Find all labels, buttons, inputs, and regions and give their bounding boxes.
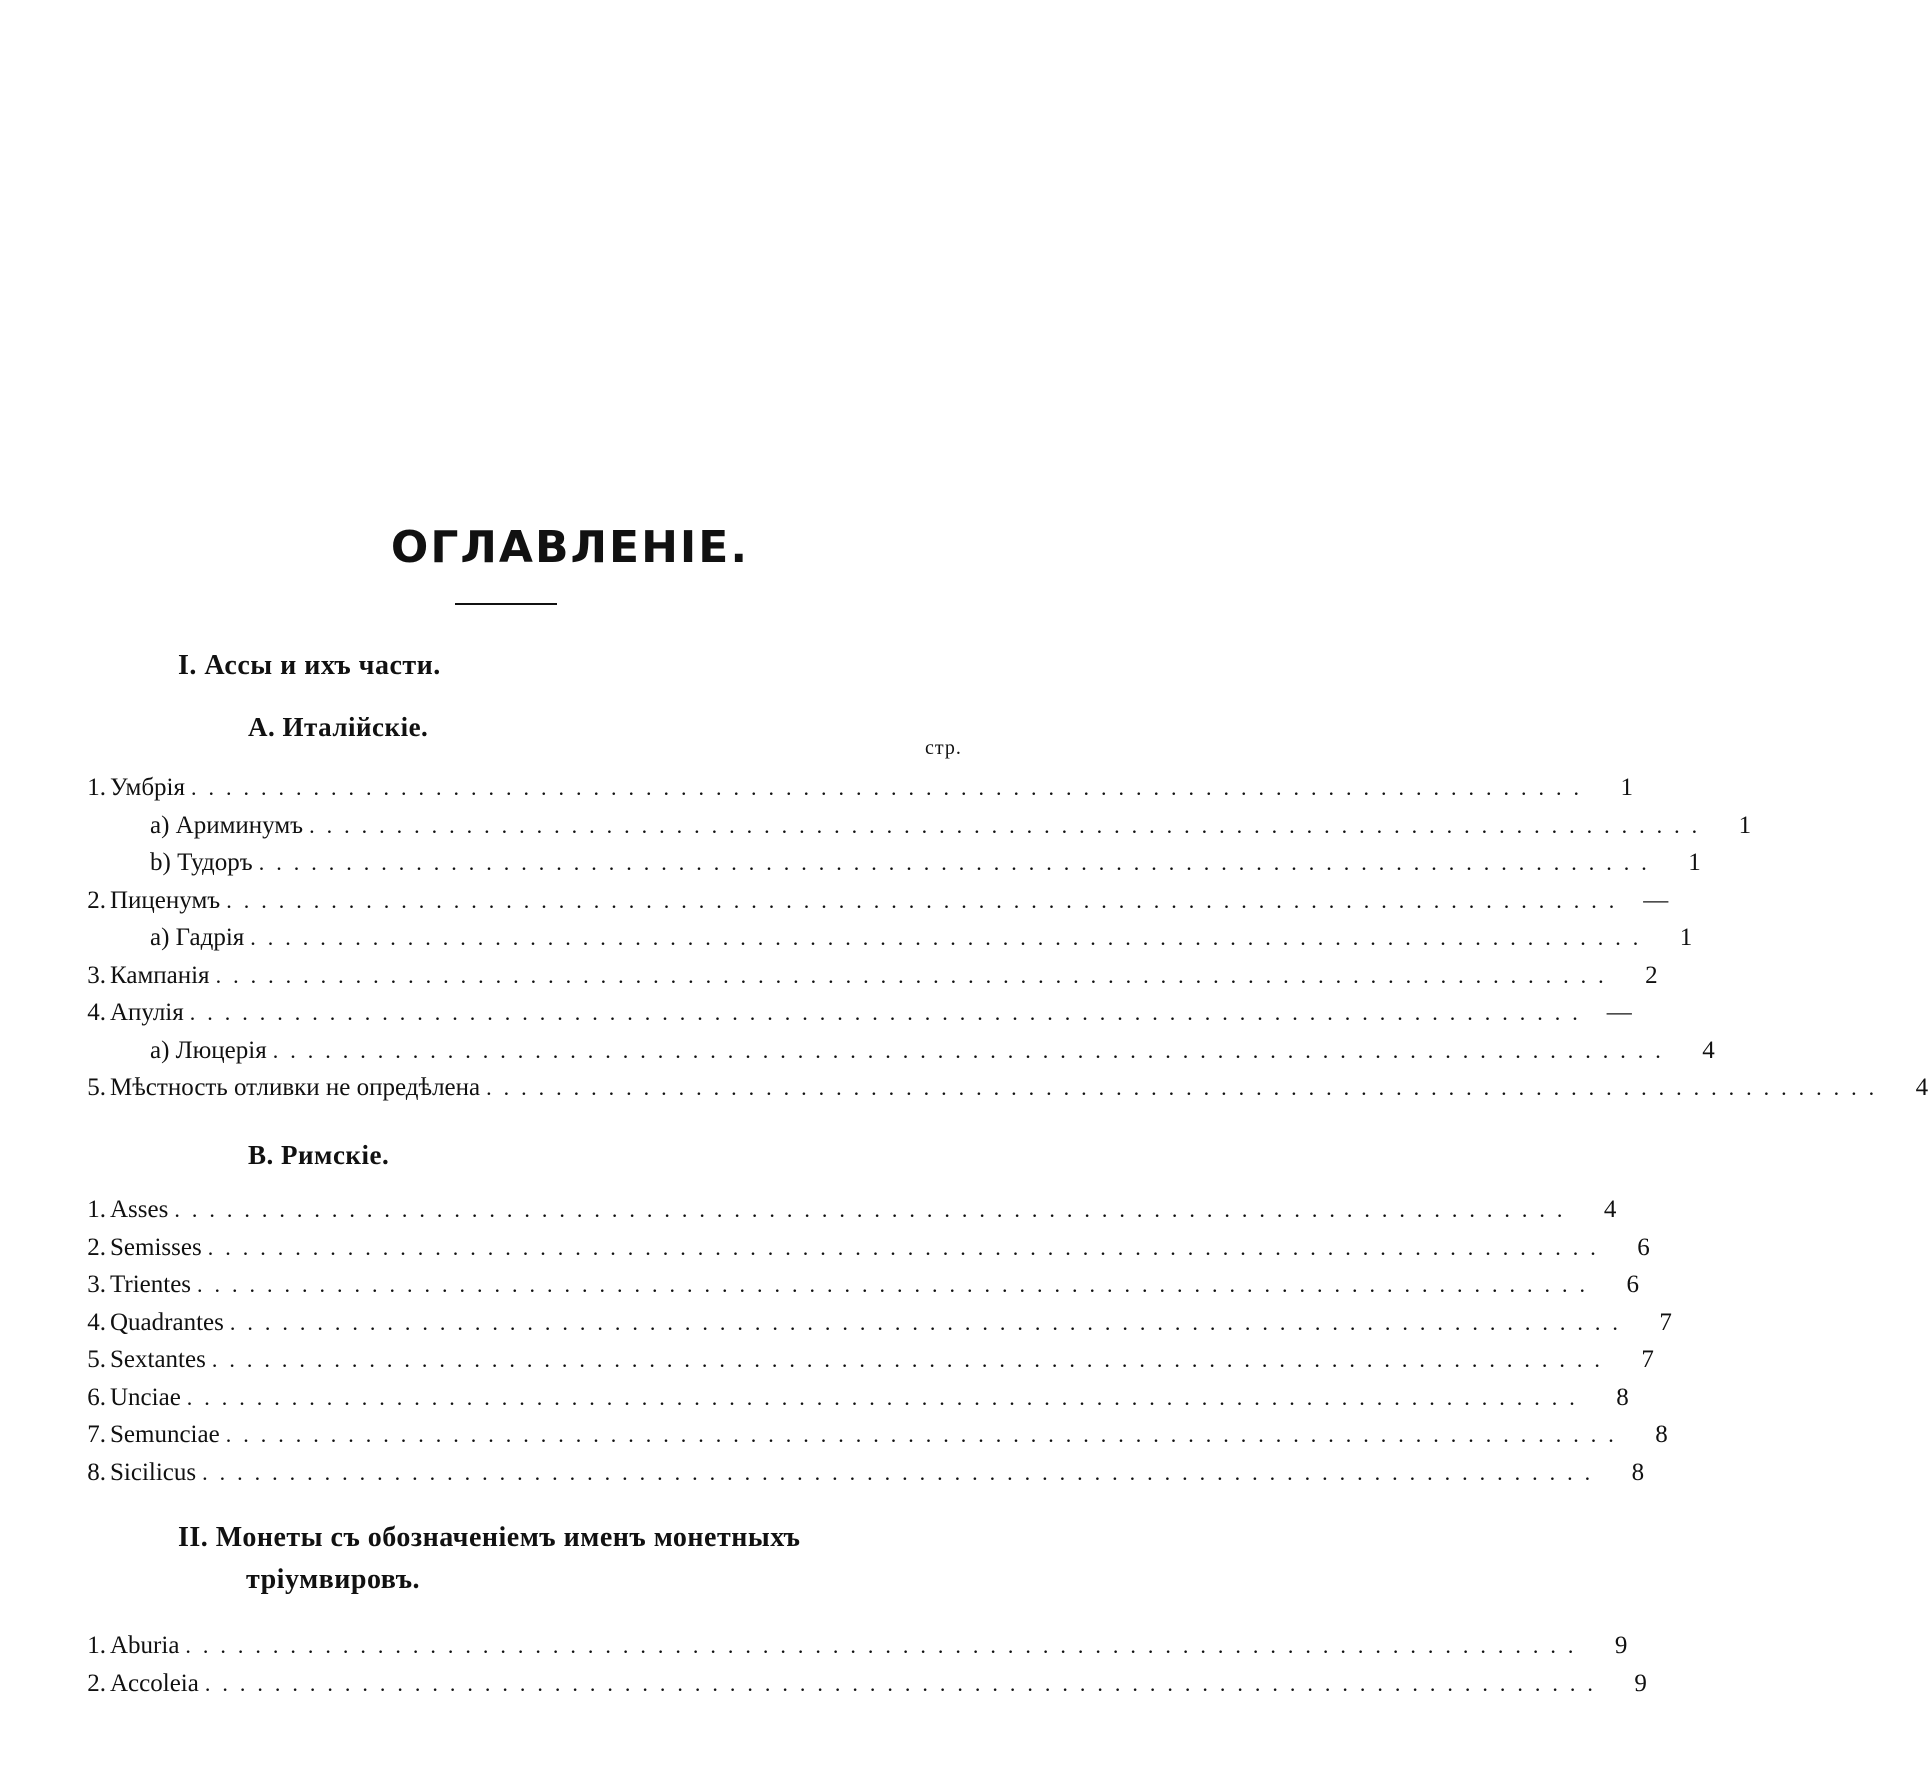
toc-entry xyxy=(70,847,1701,879)
entry-page-number: 1 xyxy=(1738,811,1752,839)
dot-leader: ................................................................................ xyxy=(215,962,1616,988)
entry-page-number: 6 xyxy=(1637,1233,1650,1261)
toc-entry xyxy=(70,997,1632,1029)
dot-leader: ................................................................................ xyxy=(189,1000,1590,1025)
entry-number: 6. xyxy=(87,1383,106,1411)
entry-label: Accoleia xyxy=(106,1668,205,1700)
dot-leader: ................................................................................ xyxy=(229,1309,1630,1335)
dot-leader: ................................................................................ xyxy=(211,1347,1612,1372)
entry-label: a) Люцерія xyxy=(146,1035,273,1067)
toc-entry xyxy=(70,885,1669,917)
entry-label: b) Тудоръ xyxy=(146,847,259,879)
entry-label: Semunciae xyxy=(106,1419,226,1451)
entry-label: Умбрія xyxy=(106,772,191,804)
dot-leader: ................................................................................ xyxy=(258,850,1659,875)
dot-leader: ................................................................................ xyxy=(185,1633,1586,1658)
part-2-heading-line2: тріумвировъ. xyxy=(246,1564,421,1595)
toc-entry xyxy=(70,1668,1647,1700)
entry-label: Trientes xyxy=(106,1269,197,1301)
entry-number: 1. xyxy=(87,774,106,801)
part-2-heading-line1: II. Монеты съ обозначеніемъ именъ монетныхъ xyxy=(178,1522,801,1553)
entry-page-number: — xyxy=(1606,999,1632,1026)
entry-number: 2. xyxy=(87,1669,106,1697)
dot-leader: ................................................................................ xyxy=(272,1037,1673,1063)
title-rule xyxy=(455,603,557,605)
toc-entry xyxy=(70,1072,1928,1104)
toc-entry xyxy=(70,1194,1617,1226)
dot-leader: ................................................................................ xyxy=(226,887,1627,913)
entry-number: 5. xyxy=(87,1346,106,1373)
dot-leader: ................................................................................ xyxy=(309,812,1710,838)
entry-number: 4. xyxy=(87,999,106,1026)
entry-number: 8. xyxy=(87,1458,106,1486)
entry-label: Кампанія xyxy=(106,960,216,992)
toc-entry xyxy=(70,1269,1640,1301)
toc-entry xyxy=(70,922,1693,954)
entry-label: Unciae xyxy=(106,1382,187,1414)
entry-number: 7. xyxy=(87,1421,106,1448)
entry-page-number: 8 xyxy=(1616,1383,1629,1411)
toc-entry xyxy=(70,810,1752,842)
dot-leader: ................................................................................ xyxy=(202,1459,1603,1485)
entry-page-number: 8 xyxy=(1631,1458,1645,1486)
entry-page-number: 8 xyxy=(1655,1421,1668,1448)
page-title: ОГЛАВЛЕНІЕ. xyxy=(390,522,750,573)
entry-number: 2. xyxy=(87,1233,106,1261)
toc-entry xyxy=(70,1344,1654,1376)
part-1-heading: I. Ассы и ихъ части. xyxy=(178,650,441,681)
entry-label: Sextantes xyxy=(106,1344,212,1376)
entry-number: 3. xyxy=(87,1271,106,1298)
toc-entry xyxy=(70,1457,1645,1489)
entry-number: 3. xyxy=(87,961,106,989)
dot-leader: ................................................................................ xyxy=(250,925,1651,950)
entry-page-number: 4 xyxy=(1915,1074,1928,1101)
entry-page-number: — xyxy=(1643,886,1669,914)
entry-label: Semisses xyxy=(106,1232,208,1264)
dot-leader: ................................................................................ xyxy=(186,1384,1587,1410)
entry-label: Asses xyxy=(106,1194,174,1226)
dot-leader: ................................................................................ xyxy=(486,1075,1887,1100)
entry-label: a) Гадрія xyxy=(146,922,250,954)
entry-number: 2. xyxy=(87,886,106,914)
entry-number: 5. xyxy=(87,1074,106,1101)
dot-leader: ................................................................................ xyxy=(207,1234,1608,1260)
toc-entry xyxy=(70,1232,1650,1264)
section-b-heading: В. Римскіе. xyxy=(248,1140,390,1170)
toc-entry xyxy=(70,1035,1715,1067)
entry-page-number: 9 xyxy=(1634,1669,1647,1697)
entry-page-number: 7 xyxy=(1641,1346,1654,1373)
entry-label: Апулія xyxy=(106,997,190,1029)
dot-leader: ................................................................................ xyxy=(191,775,1591,800)
toc-entry xyxy=(70,1419,1668,1451)
dot-leader: ................................................................................ xyxy=(197,1272,1598,1297)
entry-page-number: 7 xyxy=(1659,1308,1672,1336)
dot-leader: ................................................................................ xyxy=(204,1670,1605,1696)
dot-leader: ................................................................................ xyxy=(174,1197,1575,1222)
entry-page-number: 6 xyxy=(1626,1271,1640,1298)
entry-page-number: 4 xyxy=(1603,1196,1617,1223)
toc-entry xyxy=(70,1382,1629,1414)
entry-label: Quadrantes xyxy=(106,1307,230,1339)
entry-page-number: 4 xyxy=(1702,1036,1715,1064)
entry-number: 1. xyxy=(87,1196,106,1223)
entry-label: a) Ариминумъ xyxy=(146,810,309,842)
page-column-label: стр. xyxy=(925,737,962,759)
entry-page-number: 1 xyxy=(1688,849,1701,876)
entry-label: Пиценумъ xyxy=(106,885,226,917)
section-a-heading: А. Италійскіе. xyxy=(248,712,429,742)
entry-page-number: 2 xyxy=(1645,961,1658,989)
entry-label: Sicilicus xyxy=(106,1457,202,1489)
entry-label: Aburia xyxy=(106,1630,185,1662)
entry-number: 1. xyxy=(87,1632,106,1659)
dot-leader: ................................................................................ xyxy=(225,1422,1626,1447)
toc-entry xyxy=(70,1630,1628,1662)
entry-page-number: 9 xyxy=(1614,1632,1628,1659)
toc-entry xyxy=(70,772,1633,804)
entry-label: Мѣстность отливки не опредѣлена xyxy=(106,1072,486,1104)
toc-entry xyxy=(70,1307,1672,1339)
entry-page-number: 1 xyxy=(1679,924,1693,951)
entry-number: 4. xyxy=(87,1308,106,1336)
toc-entry xyxy=(70,960,1658,992)
entry-page-number: 1 xyxy=(1620,774,1633,801)
